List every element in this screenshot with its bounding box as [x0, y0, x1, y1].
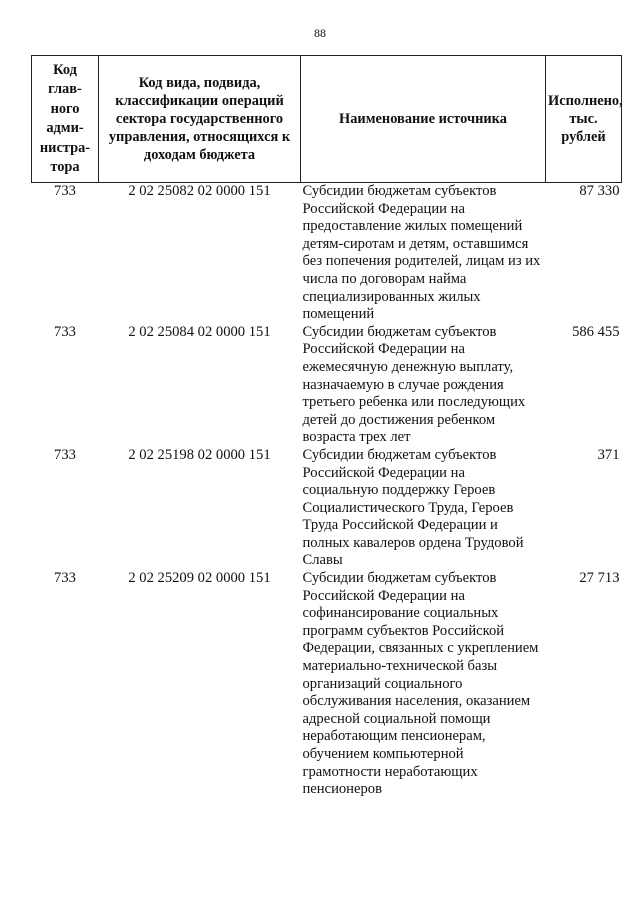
row-amount: 87 330	[579, 183, 620, 199]
row-admin-code: 733	[54, 570, 76, 587]
table-header-row	[32, 56, 622, 183]
row-source-name: Субсидии бюджетам субъектов Российской Федерации на предоставление жилых помещений детям-сиротам и детям, оставшимся без попечения родителей, лицам из их числа по договорам найма специализированных жилых помещений	[302, 183, 541, 323]
row-kbk-code: 2 02 25082 02 0000 151	[128, 183, 271, 199]
row-kbk-code: 2 02 25198 02 0000 151	[128, 446, 271, 463]
table-row	[32, 570, 622, 799]
row-amount: 27 713	[579, 570, 620, 587]
header-admin-code: Код глав- ного адми- нистра- тора	[32, 56, 99, 183]
row-kbk-code: 2 02 25084 02 0000 151	[128, 323, 271, 340]
header-source-name: Наименование источника	[301, 56, 546, 183]
row-kbk-code: 2 02 25209 02 0000 151	[128, 570, 271, 587]
row-source-name: Субсидии бюджетам субъектов Российской Федерации на софинансирование социальных программ субъектов Российской Федерации, связанных с укреплением материально-технической базы организаций социального обслуживания населения, оказанием адресной социальной помощи неработающим пенсионерам, обучением компьютерной грамотности неработающих пенсионеров	[302, 570, 539, 798]
row-admin-code: 733	[54, 183, 76, 199]
header-executed: Исполнено, тыс. рублей	[546, 56, 622, 183]
table-row	[32, 324, 622, 447]
row-source-name: Субсидии бюджетам субъектов Российской Федерации на ежемесячную денежную выплату, назначаемую в случае рождения третьего ребенка или последующих детей до достижения ребенком возраста трех лет	[302, 323, 526, 446]
row-amount: 586 455	[572, 323, 620, 340]
page-number: 88	[314, 26, 326, 40]
table-row	[32, 183, 622, 324]
revenue-source-table	[31, 55, 622, 799]
table-row	[32, 447, 622, 570]
row-admin-code: 733	[54, 446, 76, 463]
row-amount: 371	[597, 446, 620, 463]
row-source-name: Субсидии бюджетам субъектов Российской Федерации на социальную поддержку Героев Социалистического Труда, Героев Труда Российской Федерации и полных кавалеров ордена Трудовой Славы	[302, 446, 524, 569]
row-admin-code: 733	[54, 323, 76, 340]
header-kbk-code: Код вида, подвида, классификации операций сектора государственного управления, относящихся к доходам бюджета	[99, 56, 301, 183]
